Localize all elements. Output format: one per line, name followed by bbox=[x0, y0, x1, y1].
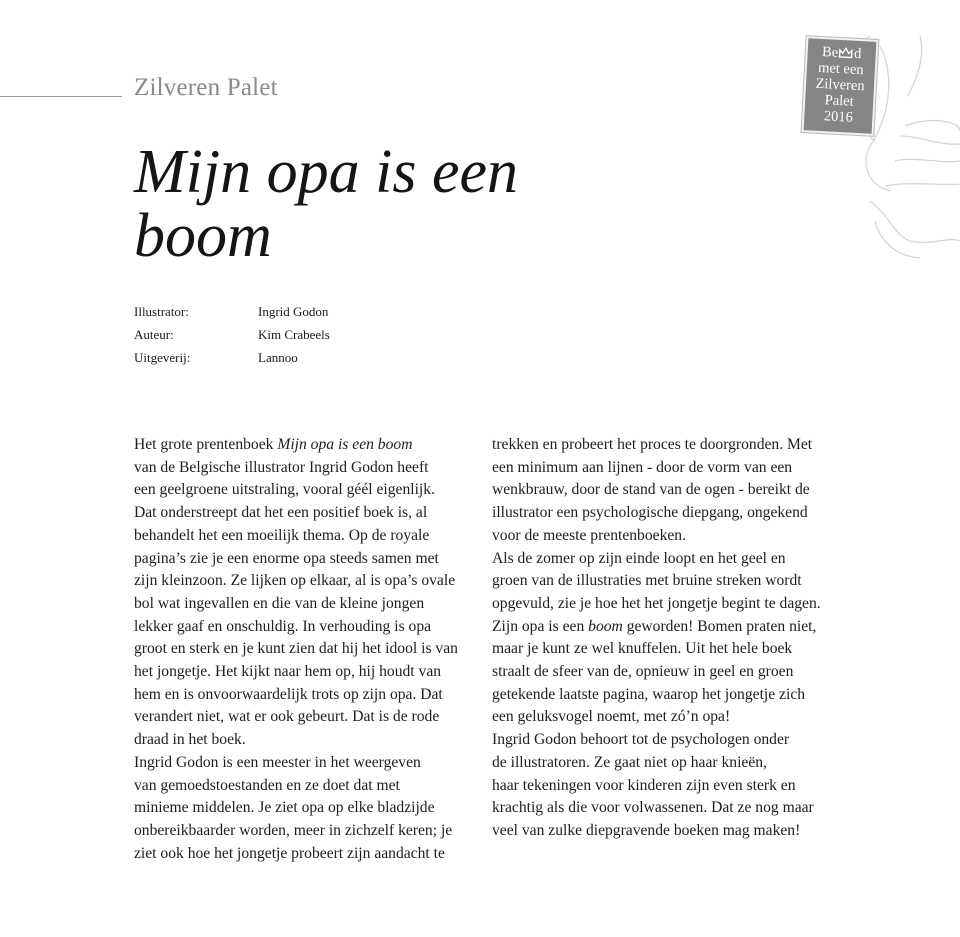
text-line: haar tekeningen voor kinderen zijn even sterk en bbox=[492, 776, 796, 794]
badge-line: 2016 bbox=[823, 108, 854, 126]
meta-row-publisher bbox=[134, 346, 330, 369]
crown-icon bbox=[839, 47, 854, 60]
text-line: veel van zulke diepgravende boeken mag maken! bbox=[492, 821, 801, 839]
text-line: Ingrid Godon behoort tot de psychologen onder bbox=[492, 731, 790, 749]
text-line: de illustratoren. Ze gaat niet op haar knieën, bbox=[492, 753, 767, 771]
italic-word: boom bbox=[588, 617, 623, 635]
meta-key: Uitgeverij: bbox=[134, 349, 191, 365]
text-line: Als de zomer op zijn einde loopt en het geel en bbox=[492, 549, 786, 567]
body-paragraph bbox=[492, 548, 832, 730]
text-line: groot en sterk en je kunt zien dat hij het idool is van bbox=[134, 640, 458, 658]
body-column-left bbox=[134, 434, 474, 865]
badge-line: Zilveren bbox=[815, 75, 865, 95]
text-line: getekende laatste pagina, waarop het jongetje zich bbox=[492, 685, 806, 703]
badge-line: Palet bbox=[824, 92, 855, 110]
title-line-2: boom bbox=[134, 202, 272, 270]
text-line: lekker gaaf en onschuldig. In verhouding is opa bbox=[134, 617, 432, 635]
badge-text: d bbox=[853, 45, 862, 63]
text-line: straalt de sfeer van de, opnieuw in geel en groen bbox=[492, 663, 794, 681]
title-line-1: Mijn opa is een bbox=[134, 138, 518, 206]
text-line: Dat onderstreept dat het een positief boek is, al bbox=[134, 504, 428, 522]
text-line: verandert niet, wat er ook gebeurt. Dat is de rode bbox=[134, 708, 440, 726]
book-metadata bbox=[134, 300, 330, 369]
zilveren-palet-award-badge bbox=[802, 36, 879, 136]
text-run: geworden! Bomen praten niet, bbox=[622, 617, 817, 635]
body-paragraph bbox=[492, 729, 832, 843]
header-rule bbox=[0, 96, 122, 97]
text-line: draad in het boek. bbox=[134, 731, 246, 749]
page-title bbox=[134, 140, 694, 268]
body-paragraph bbox=[134, 434, 474, 752]
text-line: ziet ook hoe het jongetje probeert zijn aandacht te bbox=[134, 844, 445, 862]
text-line: pagina’s zie je een enorme opa steeds samen met bbox=[134, 549, 439, 567]
text-line: een minimum aan lijnen - door de vorm van een bbox=[492, 458, 793, 476]
text-line: een geluksvogel noemt, met zó’n opa! bbox=[492, 708, 731, 726]
body-paragraph bbox=[134, 752, 474, 866]
text-line: opgevuld, zie je hoe het het jongetje begint te dagen. bbox=[492, 594, 821, 612]
text-line: hem en is onvoorwaardelijk trots op zijn opa. Dat bbox=[134, 685, 443, 703]
text-line: wenkbrauw, door de stand van de ogen - bereikt de bbox=[492, 481, 810, 499]
text-line: behandelt het een moeilijk thema. Op de royale bbox=[134, 526, 430, 544]
text-line: illustrator een psychologische diepgang, ongekend bbox=[492, 504, 808, 522]
text-line: groen van de illustraties met bruine streken wordt bbox=[492, 572, 802, 590]
badge-text: Be bbox=[821, 44, 839, 61]
text-line: bol wat ingevallen en die van de kleine jongen bbox=[134, 594, 425, 612]
section-label: Zilveren Palet bbox=[134, 74, 278, 101]
award-badge-area bbox=[800, 36, 960, 276]
meta-key: Auteur: bbox=[134, 326, 174, 342]
text-line: minieme middelen. Je ziet opa op elke bladzijde bbox=[134, 799, 435, 817]
text-line: krachtig als die voor volwassenen. Dat ze nog maar bbox=[492, 799, 814, 817]
text-line: zijn kleinzoon. Ze lijken op elkaar, al is opa’s ovale bbox=[134, 572, 456, 590]
text-line: trekken en probeert het proces te doorgronden. Met bbox=[492, 436, 813, 453]
text-line: een geelgroene uitstraling, vooral géél eigenlijk. bbox=[134, 481, 435, 499]
meta-row-author bbox=[134, 323, 330, 346]
meta-row-illustrator bbox=[134, 300, 330, 323]
text-line: onbereikbaarder worden, meer in zichzelf keren; je bbox=[134, 821, 453, 839]
text-run: Het grote prentenboek bbox=[134, 436, 278, 453]
meta-value: Ingrid Godon bbox=[258, 303, 329, 319]
text-line: het jongetje. Het kijkt naar hem op, hij houdt van bbox=[134, 663, 442, 681]
book-title-italic: Mijn opa is een boom bbox=[277, 436, 413, 453]
text-line: maar je kunt ze wel knuffelen. Uit het hele boek bbox=[492, 640, 793, 658]
meta-value: Lannoo bbox=[258, 349, 298, 365]
body-column-right bbox=[492, 434, 832, 843]
body-paragraph bbox=[492, 434, 832, 548]
text-run: Zijn opa is een bbox=[492, 617, 589, 635]
text-line: Ingrid Godon is een meester in het weergeven bbox=[134, 753, 421, 771]
badge-line: met een bbox=[817, 59, 865, 79]
text-line: van de Belgische illustrator Ingrid Godon heeft bbox=[134, 458, 429, 476]
meta-key: Illustrator: bbox=[134, 303, 189, 319]
meta-value: Kim Crabeels bbox=[258, 326, 330, 342]
text-line: voor de meeste prentenboeken. bbox=[492, 526, 686, 544]
text-line: van gemoedstoestanden en ze doet dat met bbox=[134, 776, 400, 794]
